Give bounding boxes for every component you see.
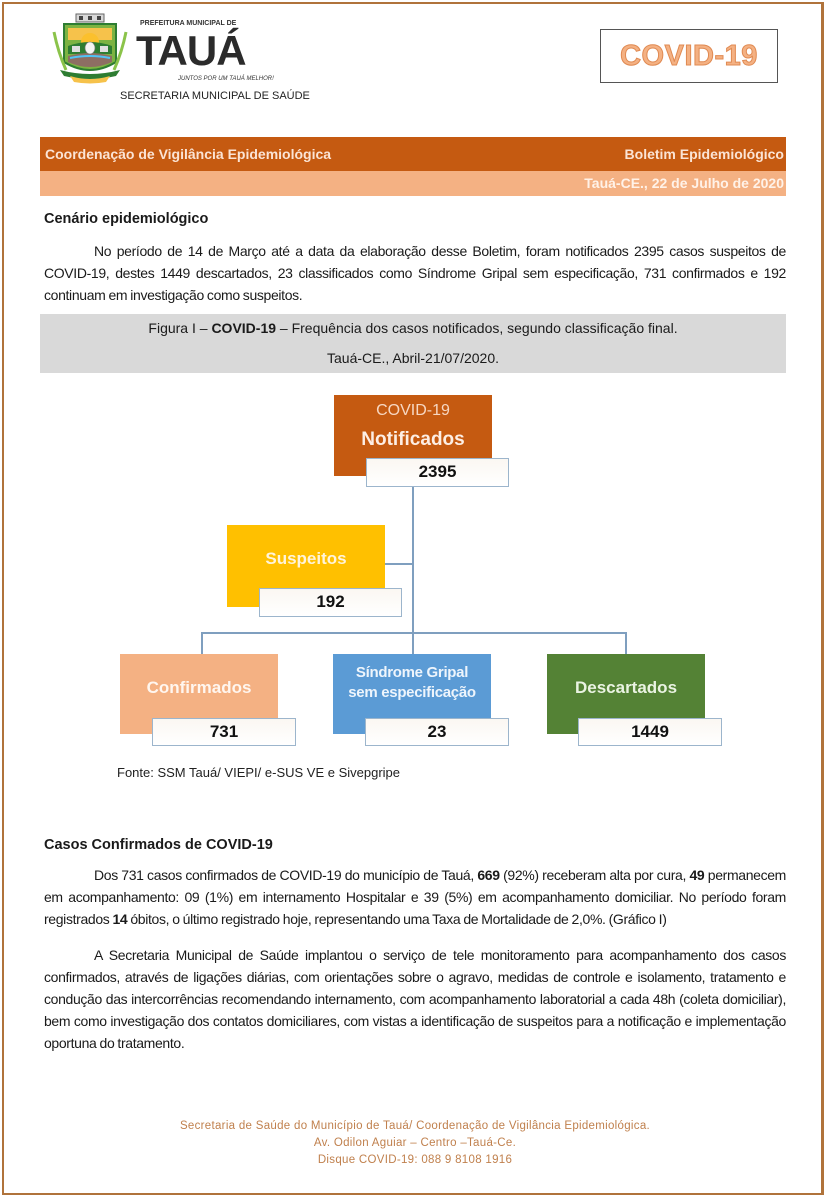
casos-text-c: (92%) receberam alta por cura, [499,867,690,883]
footer-line2: Av. Odilon Aguiar – Centro –Tauá-Ce. [313,1137,517,1149]
caption-suffix: – Frequência dos casos notificados, segundo classificação final. [276,320,678,336]
value-descartados: 1449 [578,718,722,746]
section-cenario [44,210,786,373]
node-descartados-label: Descartados [574,678,678,697]
covid-badge [600,29,778,83]
node-notificados-label: Notificados [361,429,465,450]
connector-sindrome [412,632,414,654]
node-sindrome-label-2: sem especificação [348,684,476,701]
node-confirmados-label: Confirmados [146,678,252,697]
caption-prefix: Figura I – [148,320,212,336]
footer [0,1118,830,1169]
connector-horizontal [201,632,627,634]
covid-badge-text: COVID-19 [620,39,758,72]
municipal-logo [48,12,288,88]
node-sindrome-label-1: Síndrome Gripal [355,664,469,681]
node-suspeitos-label: Suspeitos [265,549,347,568]
paragraph-casos [44,864,786,930]
caption-bold: COVID-19 [211,320,277,336]
section-casos [44,836,786,1054]
figure-source: Fonte: SSM Tauá/ VIEPI/ e-SUS VE e Sivepgripe [117,765,401,780]
band-coordenacao: Coordenação de Vigilância Epidemiológica [45,146,332,162]
band-boletim: Boletim Epidemiológico [624,146,784,162]
value-suspeitos: 192 [259,588,402,617]
connector-descartados [625,632,627,654]
coat-of-arms-icon [48,12,132,84]
casos-text-e: permanecem em acompanhamento: 09 (1%) em internamento Hospitalar e 39 (5%) em acompanhamento domiciliar. No período foram registrados [44,867,786,927]
logo-city-name: TAUÁ [136,27,246,74]
paragraph-cenario [44,240,786,306]
paragraph-cenario-text: No período de 14 de Março até a data da elaboração desse Boletim, foram notificados 2395 casos suspeitos de COVID-19, destes 1449 descartados, 23 classificados como Síndrome Gripal sem especificação, 731 confirmados e 192 continuam em investigação como suspeitos. [44,243,786,303]
casos-alta-count: 669 [477,867,500,883]
paragraph-telemonitoramento [44,944,786,1054]
section-title-cenario: Cenário epidemiológico [44,211,209,227]
footer-phone: Disque COVID-19: 088 9 8108 1916 [317,1154,513,1166]
band-date: Tauá-CE., 22 de Julho de 2020 [40,171,786,196]
figure-caption-line1 [40,318,786,338]
casos-obitos-count: 14 [112,911,128,927]
value-notificados: 2395 [366,458,509,487]
value-confirmados: 731 [152,718,296,746]
value-sindrome-gripal: 23 [365,718,509,746]
connector-suspeitos [385,563,413,565]
figure-caption-line2: Tauá-CE., Abril-21/07/2020. [327,350,499,366]
section-title-casos: Casos Confirmados de COVID-19 [44,837,273,853]
logo-slogan: JUNTOS POR UM TAUÁ MELHOR! [178,76,274,82]
casos-text-g: óbitos, o último registrado hoje, representando uma Taxa de Mortalidade de 2,0%. (Gráfico I) [127,911,667,927]
figure-caption [40,314,786,373]
connector-confirmados [201,632,203,654]
casos-acompanhamento-count: 49 [689,867,705,883]
logo-prefeitura-text: PREFEITURA MUNICIPAL DE [140,20,237,27]
footer-line1: Secretaria de Saúde do Município de Tauá/ Coordenação de Vigilância Epidemiológica. [179,1120,651,1132]
header-band [40,137,786,171]
node-notificados-title: COVID-19 [376,402,450,419]
secretaria-label: SECRETARIA MUNICIPAL DE SAÚDE [120,90,310,102]
connector-root-vertical [412,487,414,633]
paragraph-telemonitoramento-text: A Secretaria Municipal de Saúde implantou o serviço de tele monitoramento para acompanhamento dos casos confirmados, através de ligações diárias, com orientações sobre o agravo, medidas de controle e isolamento, tratamento e condução das intercorrências recomendando internamento, com acompanhamento laboratorial a cada 48h (coleta domiciliar), bem como investigação dos contatos domiciliares, com vistas a identificação de suspeitos para a notificação e implementação oportuna do tratamento. [44,947,786,1051]
casos-text-a: Dos 731 casos confirmados de COVID-19 do município de Tauá, [94,867,478,883]
